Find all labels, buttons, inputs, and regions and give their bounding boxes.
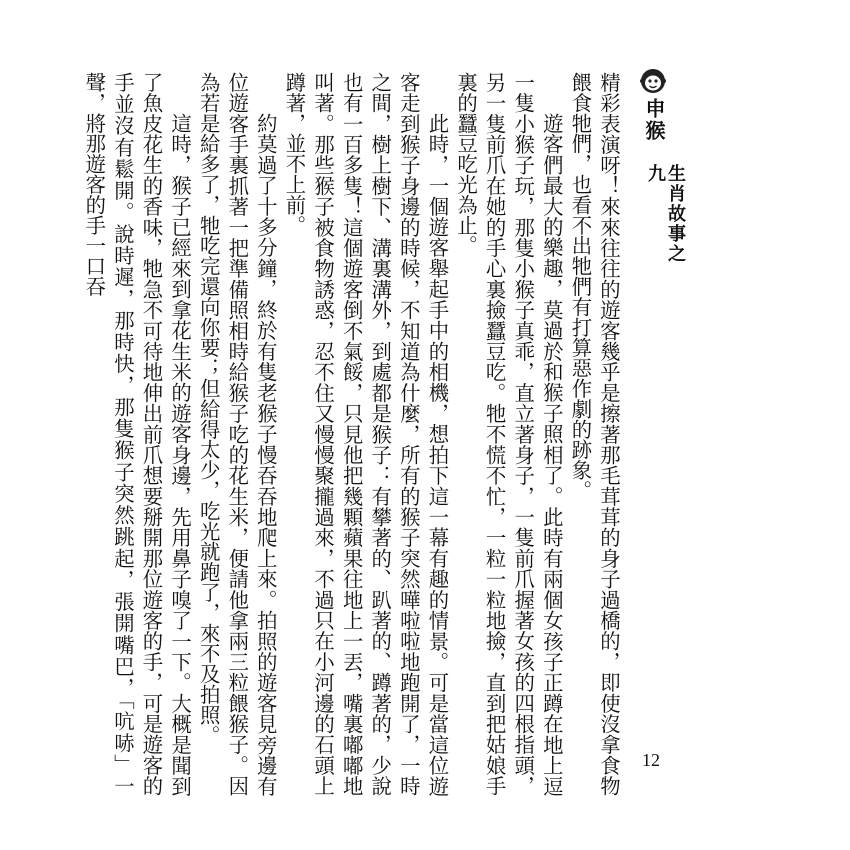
header-subtitle: 生肖故事之九 <box>645 164 686 264</box>
paragraph: 這時，猴子已經來到拿花生米的遊客身邊，先用鼻子嗅了一下。大概是聞到了魚皮花生的香味，牠急不可待地伸出前爪想要掰開那位遊客的手，可是遊客的手並沒有鬆開。說時遲，那時快，那隻猴子突然跳起，張開嘴巴，「吭哧」一聲，將那遊客的手一口吞 <box>82 72 193 796</box>
page-number: 12 <box>642 750 660 770</box>
paragraph: 此時，一個遊客舉起手中的相機，想拍下這一幕有趣的情景。可是當這位遊客走到猴子身邊的時候，不知道為什麼，所有的猴子突然嘩啦啦地跑開了，一時之間，樹上樹下、溝裏溝外，到處都是猴子：有攀著的、趴著的、蹲著的，少說也有一百多隻！這個遊客倒不氣餒，只見他把幾顆蘋果往地上一丟，嘴裏嘟嘟地叫著。那些猴子被食物誘惑，忍不住又慢慢聚攏過來，不過只在小河邊的石頭上蹲著，並不上前。 <box>282 72 450 796</box>
paragraph: 精彩表演呀！來來往往的遊客幾乎是擦著那毛茸茸的身子過橋的，即使沒拿食物餵食牠們，也看不出牠們有打算惡作劇的跡象。 <box>568 72 621 796</box>
paragraph: 遊客們最大的樂趣，莫過於和猴子照相了。此時有兩個女孩子正蹲在地上逗一隻小猴子玩，那隻小猴子真乖，直立著身子，一隻前爪握著女孩的四根指頭，另一隻前爪在她的手心裏撿蠶豆吃。牠不慌不忙，一粒一粒地撿，直到把姑娘手裏的蠶豆吃光為止。 <box>454 72 564 796</box>
paragraph: 約莫過了十多分鐘，終於有隻老猴子慢吞吞地爬上來。拍照的遊客見旁邊有位遊客手裏抓著一把準備照相時給猴子吃的花生米，便請他拿兩三粒餵猴子。因為若是給多了，牠吃完還向你要；但給得太少，吃光就跑了，來不及拍照。 <box>196 72 278 796</box>
running-header <box>636 68 686 268</box>
story-text <box>82 72 623 796</box>
monkey-face-icon <box>640 68 666 94</box>
header-title: 申猴 <box>642 98 666 142</box>
